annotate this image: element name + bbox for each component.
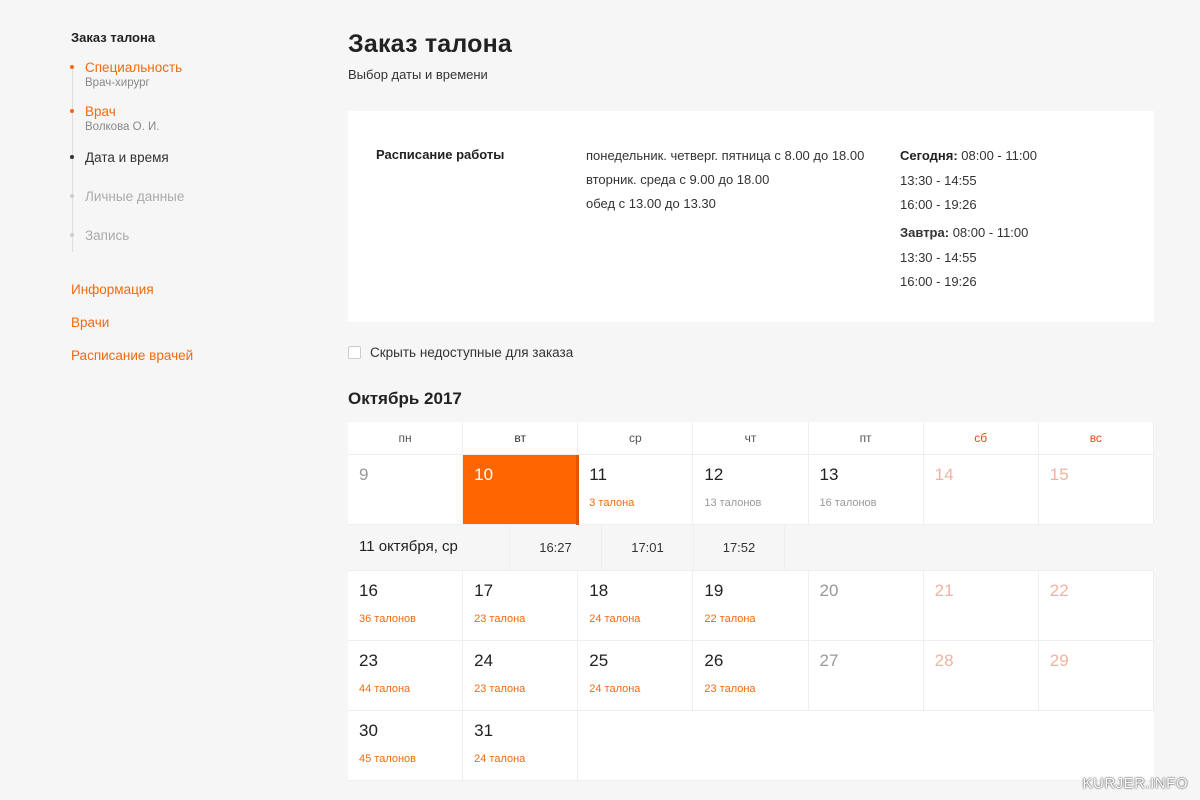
today-label: Сегодня: bbox=[900, 148, 958, 163]
page-subtitle: Выбор даты и времени bbox=[348, 67, 488, 82]
hours-line: обед с 13.00 до 13.30 bbox=[586, 196, 716, 211]
time-slot-button[interactable]: 16:27 bbox=[509, 525, 601, 570]
step-specialty[interactable] bbox=[85, 59, 311, 89]
calendar-day[interactable] bbox=[578, 455, 693, 524]
link-doctors[interactable]: Врачи bbox=[71, 315, 110, 330]
step-dot bbox=[70, 233, 74, 237]
calendar-month-title: Октябрь 2017 bbox=[348, 389, 462, 408]
time-slot-button[interactable]: 17:52 bbox=[693, 525, 785, 570]
weekday-thu: чт bbox=[693, 422, 808, 454]
step-value: Врач-хирург bbox=[85, 77, 150, 89]
weekday-mon: пн bbox=[348, 422, 463, 454]
schedule-hours bbox=[586, 144, 871, 216]
tomorrow-hours bbox=[900, 221, 1028, 295]
calendar-day[interactable] bbox=[348, 711, 463, 780]
calendar-day bbox=[924, 641, 1039, 710]
calendar-day bbox=[1039, 571, 1154, 640]
step-personal-data bbox=[85, 188, 311, 205]
calendar-day[interactable] bbox=[578, 641, 693, 710]
calendar-weekdays bbox=[348, 422, 1154, 455]
ticket-count: 13 талонов bbox=[704, 497, 762, 509]
day-number: 26 bbox=[704, 651, 724, 670]
sidebar-title: Заказ талона bbox=[71, 30, 156, 45]
calendar-day bbox=[809, 571, 924, 640]
step-label: Специальность bbox=[85, 60, 183, 75]
day-number: 19 bbox=[704, 581, 724, 600]
step-datetime bbox=[85, 149, 311, 166]
step-label: Запись bbox=[85, 228, 130, 243]
watermark: KURJER.INFO bbox=[1082, 775, 1188, 792]
today-hours bbox=[900, 144, 1037, 218]
today-slot: 08:00 - 11:00 bbox=[961, 148, 1037, 163]
day-number: 29 bbox=[1049, 651, 1069, 670]
schedule-label: Расписание работы bbox=[376, 147, 505, 162]
ticket-count: 23 талона bbox=[474, 613, 526, 625]
step-dot bbox=[70, 109, 74, 113]
calendar-day[interactable] bbox=[463, 571, 578, 640]
today-slot: 16:00 - 19:26 bbox=[900, 197, 977, 212]
ticket-count: 24 талона bbox=[589, 613, 641, 625]
step-doctor[interactable] bbox=[85, 103, 311, 133]
ticket-count: 24 талона bbox=[474, 753, 526, 765]
weekday-wed: ср bbox=[578, 422, 693, 454]
day-number: 28 bbox=[934, 651, 954, 670]
ticket-count: 45 талонов bbox=[359, 753, 417, 765]
calendar-day bbox=[809, 641, 924, 710]
step-record bbox=[85, 227, 311, 244]
tomorrow-slot: 13:30 - 14:55 bbox=[900, 249, 977, 265]
day-number: 23 bbox=[359, 651, 378, 670]
day-number: 21 bbox=[934, 581, 954, 600]
hours-line: вторник. среда с 9.00 до 18.00 bbox=[586, 172, 770, 187]
weekday-sun: вс bbox=[1039, 422, 1154, 454]
tomorrow-slot: 08:00 - 11:00 bbox=[952, 225, 1029, 240]
calendar-day bbox=[1039, 455, 1154, 524]
calendar bbox=[348, 422, 1154, 781]
hide-unavailable-checkbox[interactable] bbox=[348, 346, 361, 359]
calendar-week bbox=[348, 571, 1154, 641]
calendar-day[interactable] bbox=[693, 571, 808, 640]
sidebar bbox=[71, 30, 311, 381]
calendar-day[interactable] bbox=[463, 711, 578, 780]
time-slots-row bbox=[348, 525, 1154, 571]
calendar-day[interactable] bbox=[578, 571, 693, 640]
schedule-card bbox=[348, 111, 1154, 322]
sidebar-links bbox=[71, 282, 311, 363]
hours-line: понедельник. четверг. пятница с 8.00 до 18.00 bbox=[586, 148, 865, 163]
hide-unavailable-row[interactable] bbox=[348, 345, 573, 360]
tomorrow-slot: 16:00 - 19:26 bbox=[900, 274, 977, 289]
ticket-count: 23 талона bbox=[474, 683, 526, 695]
calendar-day bbox=[924, 571, 1039, 640]
calendar-day bbox=[924, 455, 1039, 524]
ticket-count: 3 талона bbox=[589, 497, 635, 509]
page-title: Заказ талона bbox=[348, 30, 513, 58]
ticket-count: 23 талона bbox=[704, 683, 756, 695]
ticket-count: 22 талона bbox=[704, 613, 756, 625]
day-number: 17 bbox=[474, 581, 494, 600]
ticket-count: 44 талона bbox=[359, 683, 411, 695]
weekday-tue: вт bbox=[463, 422, 578, 454]
day-number: 20 bbox=[819, 581, 839, 600]
calendar-day[interactable] bbox=[348, 571, 463, 640]
day-number: 27 bbox=[819, 651, 839, 670]
step-value: Волкова О. И. bbox=[85, 121, 160, 133]
weekday-fri: пт bbox=[809, 422, 924, 454]
link-information[interactable]: Информация bbox=[71, 282, 154, 297]
calendar-week bbox=[348, 641, 1154, 711]
step-dot bbox=[70, 155, 74, 159]
day-number: 10 bbox=[474, 465, 494, 484]
calendar-day[interactable] bbox=[348, 641, 463, 710]
day-number: 16 bbox=[359, 581, 378, 600]
step-label: Дата и время bbox=[85, 150, 169, 165]
day-number: 18 bbox=[589, 581, 609, 600]
day-number: 30 bbox=[359, 721, 378, 740]
day-number: 14 bbox=[934, 465, 954, 484]
steps-list bbox=[71, 59, 311, 244]
weekday-sat: сб bbox=[924, 422, 1039, 454]
time-slot-button[interactable]: 17:01 bbox=[601, 525, 693, 570]
steps-line bbox=[72, 67, 73, 252]
step-dot bbox=[70, 194, 74, 198]
step-label: Врач bbox=[85, 104, 116, 119]
ticket-count: 36 талонов bbox=[359, 613, 417, 625]
day-number: 24 bbox=[474, 651, 494, 670]
calendar-week bbox=[348, 455, 1154, 525]
main-content bbox=[348, 30, 1154, 765]
link-doctor-schedule[interactable]: Расписание врачей bbox=[71, 348, 194, 363]
calendar-week bbox=[348, 711, 1154, 781]
today-slot: 13:30 - 14:55 bbox=[900, 172, 977, 188]
day-number: 31 bbox=[474, 721, 494, 740]
ticket-count: 24 талона bbox=[589, 683, 641, 695]
calendar-day[interactable] bbox=[809, 455, 924, 524]
day-number: 25 bbox=[589, 651, 609, 670]
ticket-count: 16 талонов bbox=[819, 497, 877, 509]
calendar-day-selected[interactable] bbox=[463, 455, 578, 524]
calendar-day[interactable] bbox=[693, 641, 808, 710]
day-number: 22 bbox=[1049, 581, 1069, 600]
day-number: 15 bbox=[1049, 465, 1069, 484]
hide-unavailable-label[interactable]: Скрыть недоступные для заказа bbox=[370, 345, 574, 360]
calendar-day[interactable] bbox=[463, 641, 578, 710]
day-number: 11 bbox=[589, 465, 607, 484]
day-number: 12 bbox=[704, 465, 724, 484]
calendar-day bbox=[348, 455, 463, 524]
day-number: 13 bbox=[819, 465, 839, 484]
calendar-day bbox=[1039, 641, 1154, 710]
time-slots-date: 11 октября, ср bbox=[359, 538, 458, 555]
step-dot bbox=[70, 65, 74, 69]
calendar-day[interactable] bbox=[693, 455, 808, 524]
day-number: 9 bbox=[359, 465, 369, 484]
step-label: Личные данные bbox=[85, 189, 185, 204]
tomorrow-label: Завтра: bbox=[900, 225, 950, 240]
calendar-empty-cell bbox=[578, 711, 1154, 780]
